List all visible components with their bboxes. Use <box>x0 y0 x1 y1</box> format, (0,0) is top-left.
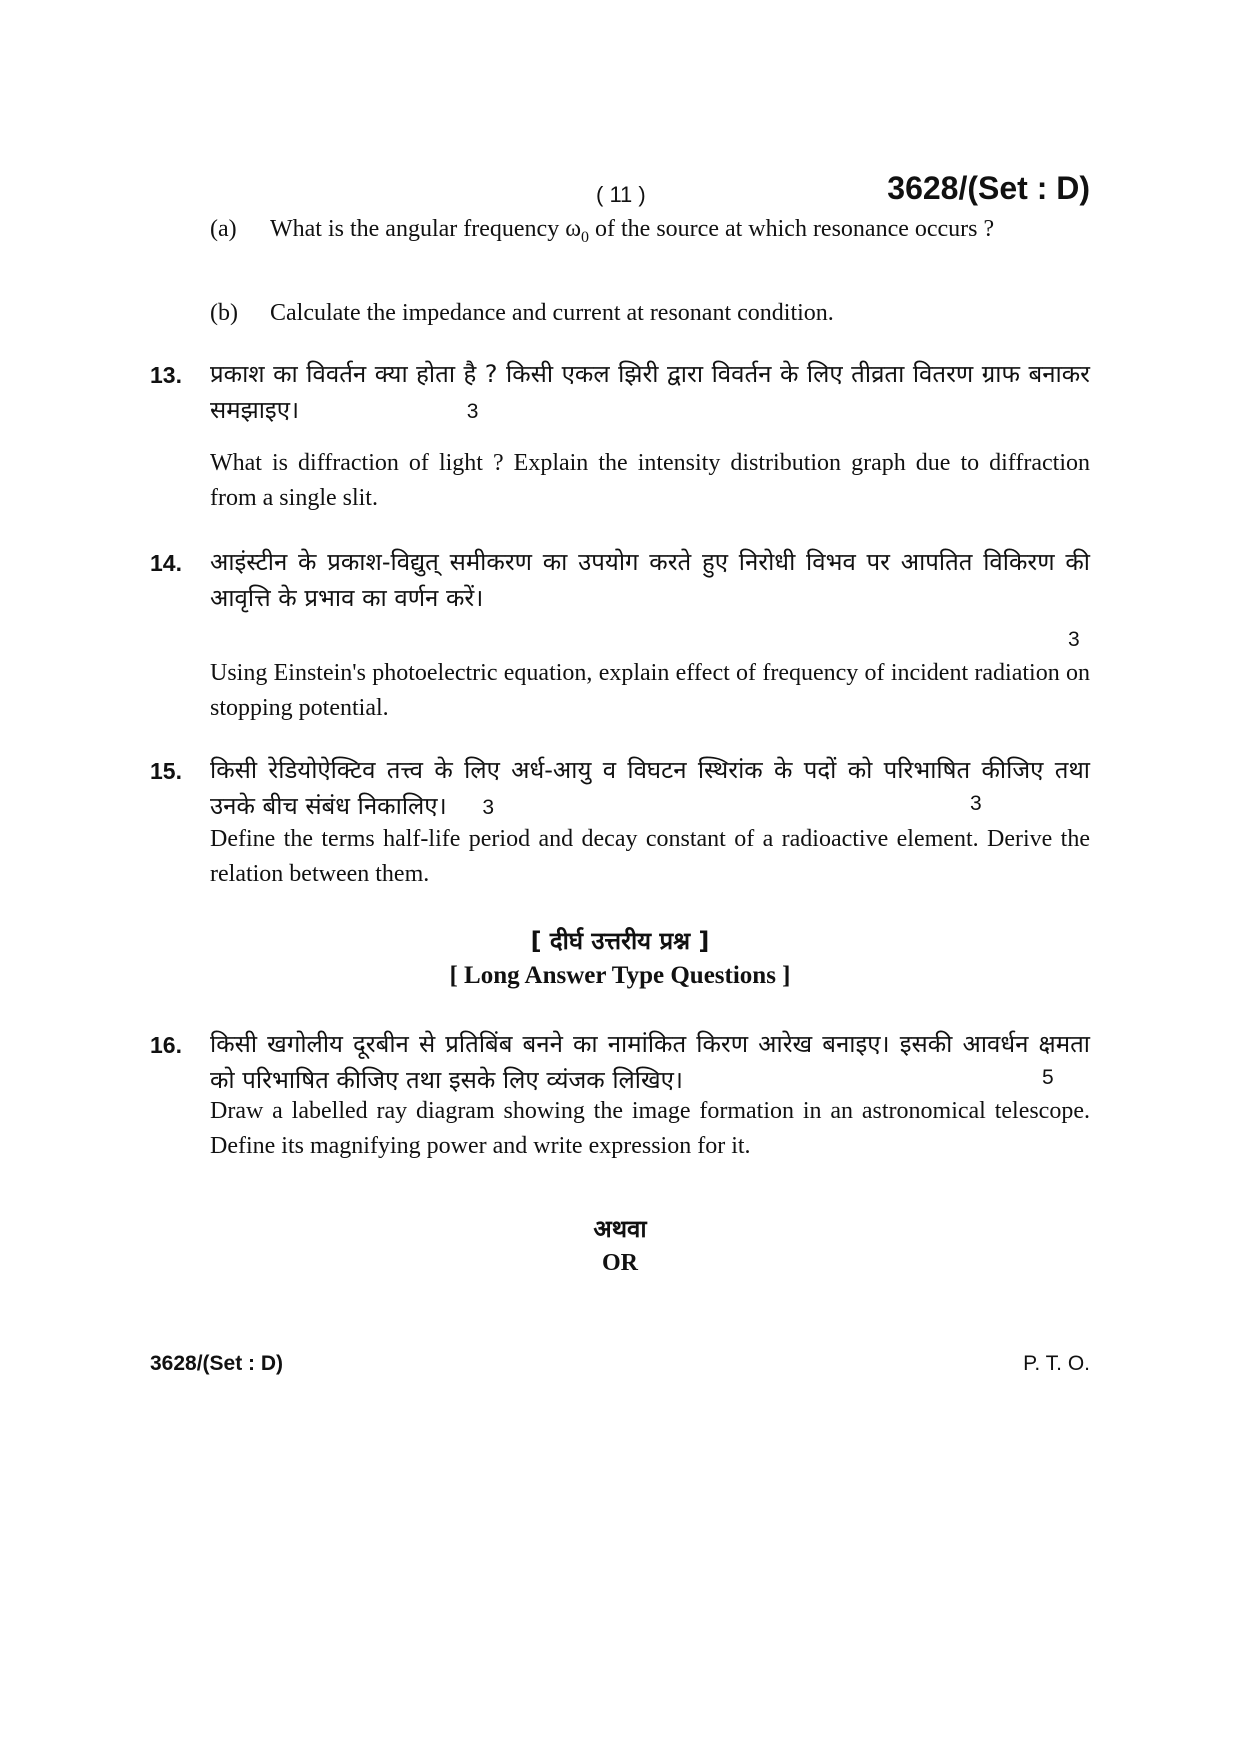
question-16-hindi: किसी खगोलीय दूरबीन से प्रतिबिंब बनने का नामांकित किरण आरेख बनाइए। इसकी आवर्धन क्षमता को परिभाषित कीजिए तथा इसके लिए व्यंजक लिखिए। <box>210 1030 1090 1094</box>
question-14-marks: 3 <box>1068 628 1080 651</box>
question-15-number: 15. <box>150 758 182 784</box>
part-a-text-before: What is the angular frequency <box>270 216 566 242</box>
question-16-marks: 5 <box>1042 1066 1054 1089</box>
part-b-label: (b) <box>210 300 238 326</box>
question-13-hindi-text: प्रकाश का विवर्तन क्या होता है ? किसी एकल झिरी द्वारा विवर्तन के लिए तीव्रता वितरण ग्राफ बनाकर समझाइए। <box>210 360 1090 424</box>
question-15-marks-inline: 3 <box>482 796 495 819</box>
or-english: OR <box>602 1250 638 1276</box>
question-13-marks: 3 <box>466 400 479 423</box>
question-14-number: 14. <box>150 550 182 576</box>
or-hindi: अथवा <box>593 1215 647 1243</box>
section-title-hindi: [ दीर्घ उत्तरीय प्रश्न ] <box>530 927 710 955</box>
page-number: ( 11 ) <box>596 182 646 207</box>
question-15-english: Define the terms half-life period and decay constant of a radioactive element. Derive the relation between them. <box>210 826 1090 887</box>
question-16-english: Draw a labelled ray diagram showing the image formation in an astronomical telescope. Define its magnifying power and write expression for it. <box>210 1098 1090 1159</box>
question-15-hindi-text: किसी रेडियोऐक्टिव तत्त्व के लिए अर्ध-आयु व विघटन स्थिरांक के पदों को परिभाषित कीजिए तथा उनके बीच संबंध निकालिए। <box>210 756 1090 820</box>
pto-label: P. T. O. <box>1023 1352 1090 1375</box>
question-16-number: 16. <box>150 1032 182 1058</box>
section-title-english: [ Long Answer Type Questions ] <box>449 962 791 989</box>
part-a-label: (a) <box>210 216 237 242</box>
paper-code-footer: 3628/(Set : D) <box>150 1352 284 1375</box>
question-13-number: 13. <box>150 362 182 388</box>
part-a-text <box>270 212 1090 255</box>
part-b-text: Calculate the impedance and current at resonant condition. <box>270 300 834 326</box>
omega-subscript: 0 <box>581 228 590 246</box>
question-15-marks-right: 3 <box>970 792 982 815</box>
question-14-english: Using Einstein's photoelectric equation, explain effect of frequency of incident radiation on stopping potential. <box>210 660 1090 721</box>
question-13-english: What is diffraction of light ? Explain the intensity distribution graph due to diffraction from a single slit. <box>210 450 1090 511</box>
omega-symbol: ω <box>565 216 582 242</box>
question-15-hindi <box>210 752 1090 826</box>
paper-code-header: 3628/(Set : D) <box>887 170 1090 206</box>
question-13-hindi <box>210 356 1090 430</box>
question-14-hindi: आइंस्टीन के प्रकाश-विद्युत् समीकरण का उपयोग करते हुए निरोधी विभव पर आपतित विकिरण की आवृत्ति के प्रभाव का वर्णन करें। <box>210 548 1090 612</box>
part-a-text-after: of the source at which resonance occurs ? <box>589 216 995 242</box>
